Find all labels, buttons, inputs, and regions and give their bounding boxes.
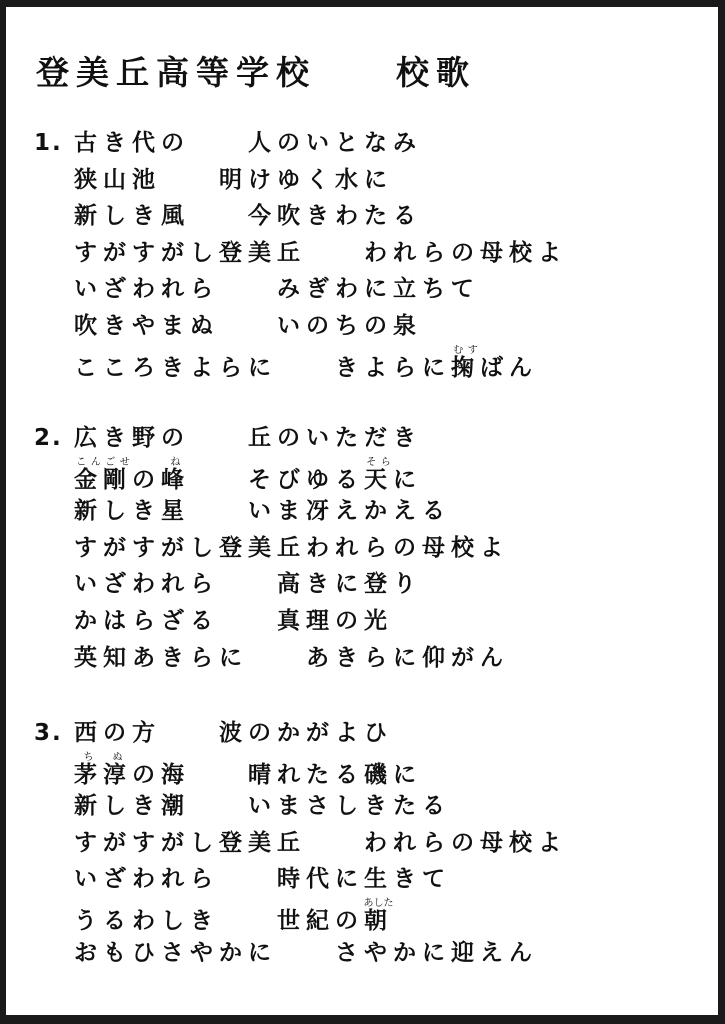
lyric-text: おもひさやかに さやかに迎えん [74,939,538,966]
lyric-line [34,457,704,494]
lyric-line [34,752,704,789]
lyric-line [34,898,704,935]
lyric-text: の [132,466,161,493]
verse-number: 1. [34,130,63,156]
lyric-line [34,162,704,199]
lyric-line [34,493,704,530]
lyric-line [34,715,704,752]
lyric-line [34,345,704,382]
lyric-text: すがすがし登美丘 われらの母校よ [74,829,567,856]
lyric-line [34,198,704,235]
lyric-line [34,935,704,972]
verse-number: 3. [34,720,63,746]
lyric-line [34,788,704,825]
lyric-text: かはらざる 真理の光 [74,607,393,634]
lyric-text: 新しき風 今吹きわたる [74,203,422,230]
lyric-text: 狭山池 明けゆく水に [74,166,393,193]
ruby-word: 掬むす [451,344,480,381]
ruby-word: 峰ね [161,456,190,493]
lyric-text: 新しき潮 いまさしきたる [74,793,451,820]
furigana: こんごせ [74,456,132,468]
lyric-text: に [393,466,422,493]
lyric-text: 西の方 波のかがよひ [74,720,393,746]
lyric-line [34,603,704,640]
verse-1 [34,125,704,381]
lyric-line [34,566,704,603]
lyric-text: の海 晴れたる磯に [132,761,422,788]
furigana: ちぬ [74,751,132,763]
lyric-text: 新しき星 いま冴えかえる [74,498,451,525]
lyric-line [34,825,704,862]
lyric-line [34,640,704,677]
lyric-text: すがすがし登美丘われらの母校よ [74,534,509,561]
furigana: そら [364,456,393,468]
page-title: 登美丘高等学校 校歌 [36,53,476,92]
lyric-line [34,861,704,898]
lyric-text: すがすがし登美丘 われらの母校よ [74,239,567,266]
ruby-word: 朝あした [363,897,394,934]
lyric-text: いざわれら 時代に生きて [74,866,451,893]
furigana: むす [451,344,480,356]
verse-2 [34,420,704,676]
ruby-word: 茅淳ちぬ [74,751,132,788]
lyric-text: うるわしき 世紀の [74,907,364,934]
lyric-text: ばん [480,354,538,381]
lyrics-page [6,7,718,1015]
lyric-line [34,308,704,345]
ruby-word: 天そら [364,456,393,493]
verse-3 [34,715,704,971]
lyric-text: 吹きやまぬ いのちの泉 [74,312,422,339]
lyric-line [34,420,704,457]
lyric-line [34,125,704,162]
lyric-text: 広き野の 丘のいただき [74,425,422,451]
lyric-line [34,530,704,567]
verse-number: 2. [34,425,63,451]
lyric-text: いざわれら みぎわに立ちて [74,276,480,303]
lyric-text: こころきよらに きよらに [74,354,451,381]
lyric-text: いざわれら 高きに登り [74,571,422,598]
ruby-word: 金剛こんごせ [74,456,132,493]
lyric-line [34,271,704,308]
lyric-text: 英知あきらに あきらに仰がん [74,644,509,671]
lyric-line [34,235,704,272]
furigana: あした [363,897,394,909]
lyric-text: そびゆる [190,466,364,493]
lyric-text: 古き代の 人のいとなみ [74,130,422,156]
furigana: ね [161,456,190,468]
